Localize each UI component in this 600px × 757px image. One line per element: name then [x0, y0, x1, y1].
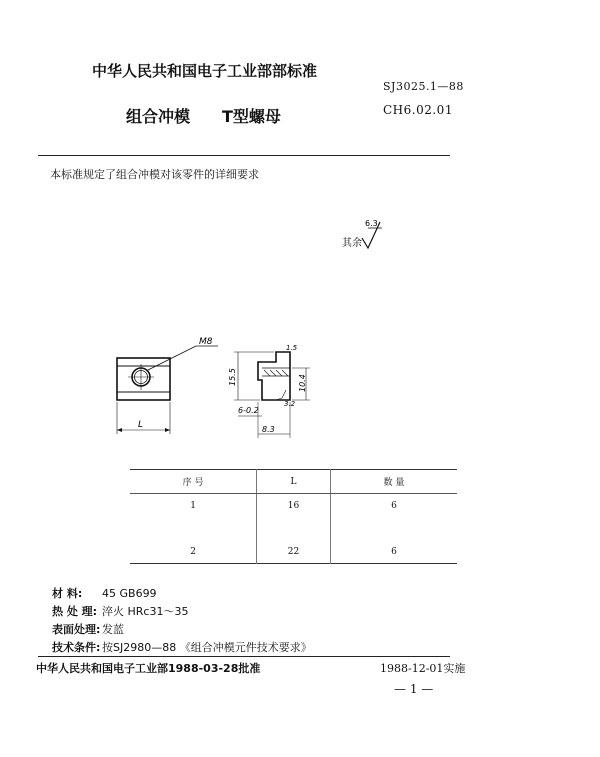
classification-code: CH6.02.01: [383, 103, 453, 117]
front-view: [117, 337, 218, 434]
table-row: [130, 494, 457, 518]
table-cell: 2: [190, 546, 196, 557]
technical-drawing: [0, 320, 600, 450]
spec-surface-treatment: [52, 621, 124, 637]
spec-material: [52, 585, 157, 601]
dim-top: 1.5: [286, 344, 298, 352]
header-cell: 数 量: [330, 470, 457, 494]
dim-roughness: 3.2: [284, 400, 296, 408]
table-cell: 6: [330, 494, 457, 518]
table-header-row: [130, 470, 457, 494]
spec-heat-treatment: [52, 603, 188, 619]
spec-value: 按SJ2980—88 《组合冲模元件技术要求》: [102, 641, 312, 654]
title-main: 组合冲模: [126, 107, 191, 126]
spec-label: 技术条件:: [52, 641, 101, 654]
document-title: [126, 104, 281, 127]
table-cell: [130, 517, 257, 540]
table-cell: 16: [257, 494, 331, 518]
length-label: L: [138, 420, 144, 430]
spec-value: 45 GB699: [102, 587, 157, 600]
spec-label: 表面处理:: [52, 623, 101, 636]
side-view: [228, 344, 310, 438]
scope-text: 本标准规定了组合冲模对该零件的详细要求: [50, 168, 259, 181]
header-cell: 序 号: [130, 470, 257, 494]
table-cell: [330, 517, 457, 540]
thread-label: M8: [199, 337, 213, 347]
header-rule: [38, 155, 450, 156]
table-cell: [257, 517, 331, 540]
implementation-date: 1988-12-01实施: [380, 662, 466, 675]
title-sub: T型螺母: [222, 107, 281, 126]
page-number: — 1 —: [394, 682, 434, 696]
dim-width: 8.3: [262, 425, 275, 434]
dim-inner: 10.4: [298, 374, 307, 392]
dimension-table: [130, 469, 457, 564]
footer-rule: [38, 656, 450, 657]
table-cell: 6: [330, 540, 457, 564]
roughness-value: 6.3: [365, 219, 378, 228]
approval-statement: 中华人民共和国电子工业部1988-03-28批准: [36, 662, 261, 675]
roughness-check-icon: [342, 216, 402, 256]
table-cell: 22: [257, 540, 331, 564]
table-row: [130, 540, 457, 564]
header-cell: L: [257, 470, 331, 494]
spec-value: 淬火 HRc31～35: [102, 605, 189, 618]
spec-label: 热 处 理:: [52, 605, 98, 618]
spec-technical-conditions: [52, 639, 312, 655]
spec-value: 发蓝: [102, 623, 124, 636]
dim-height: 15.5: [228, 368, 237, 386]
table-cell: 1: [190, 500, 196, 511]
spec-label: 材 料:: [52, 587, 83, 600]
roughness-prefix: 其余: [342, 238, 362, 249]
dim-slot: 6-0.2: [238, 406, 259, 415]
standard-number: SJ3025.1—88: [383, 80, 464, 93]
roughness-symbol: [342, 216, 402, 260]
table-row: [130, 517, 457, 540]
organization-header: 中华人民共和国电子工业部部标准: [92, 62, 318, 80]
